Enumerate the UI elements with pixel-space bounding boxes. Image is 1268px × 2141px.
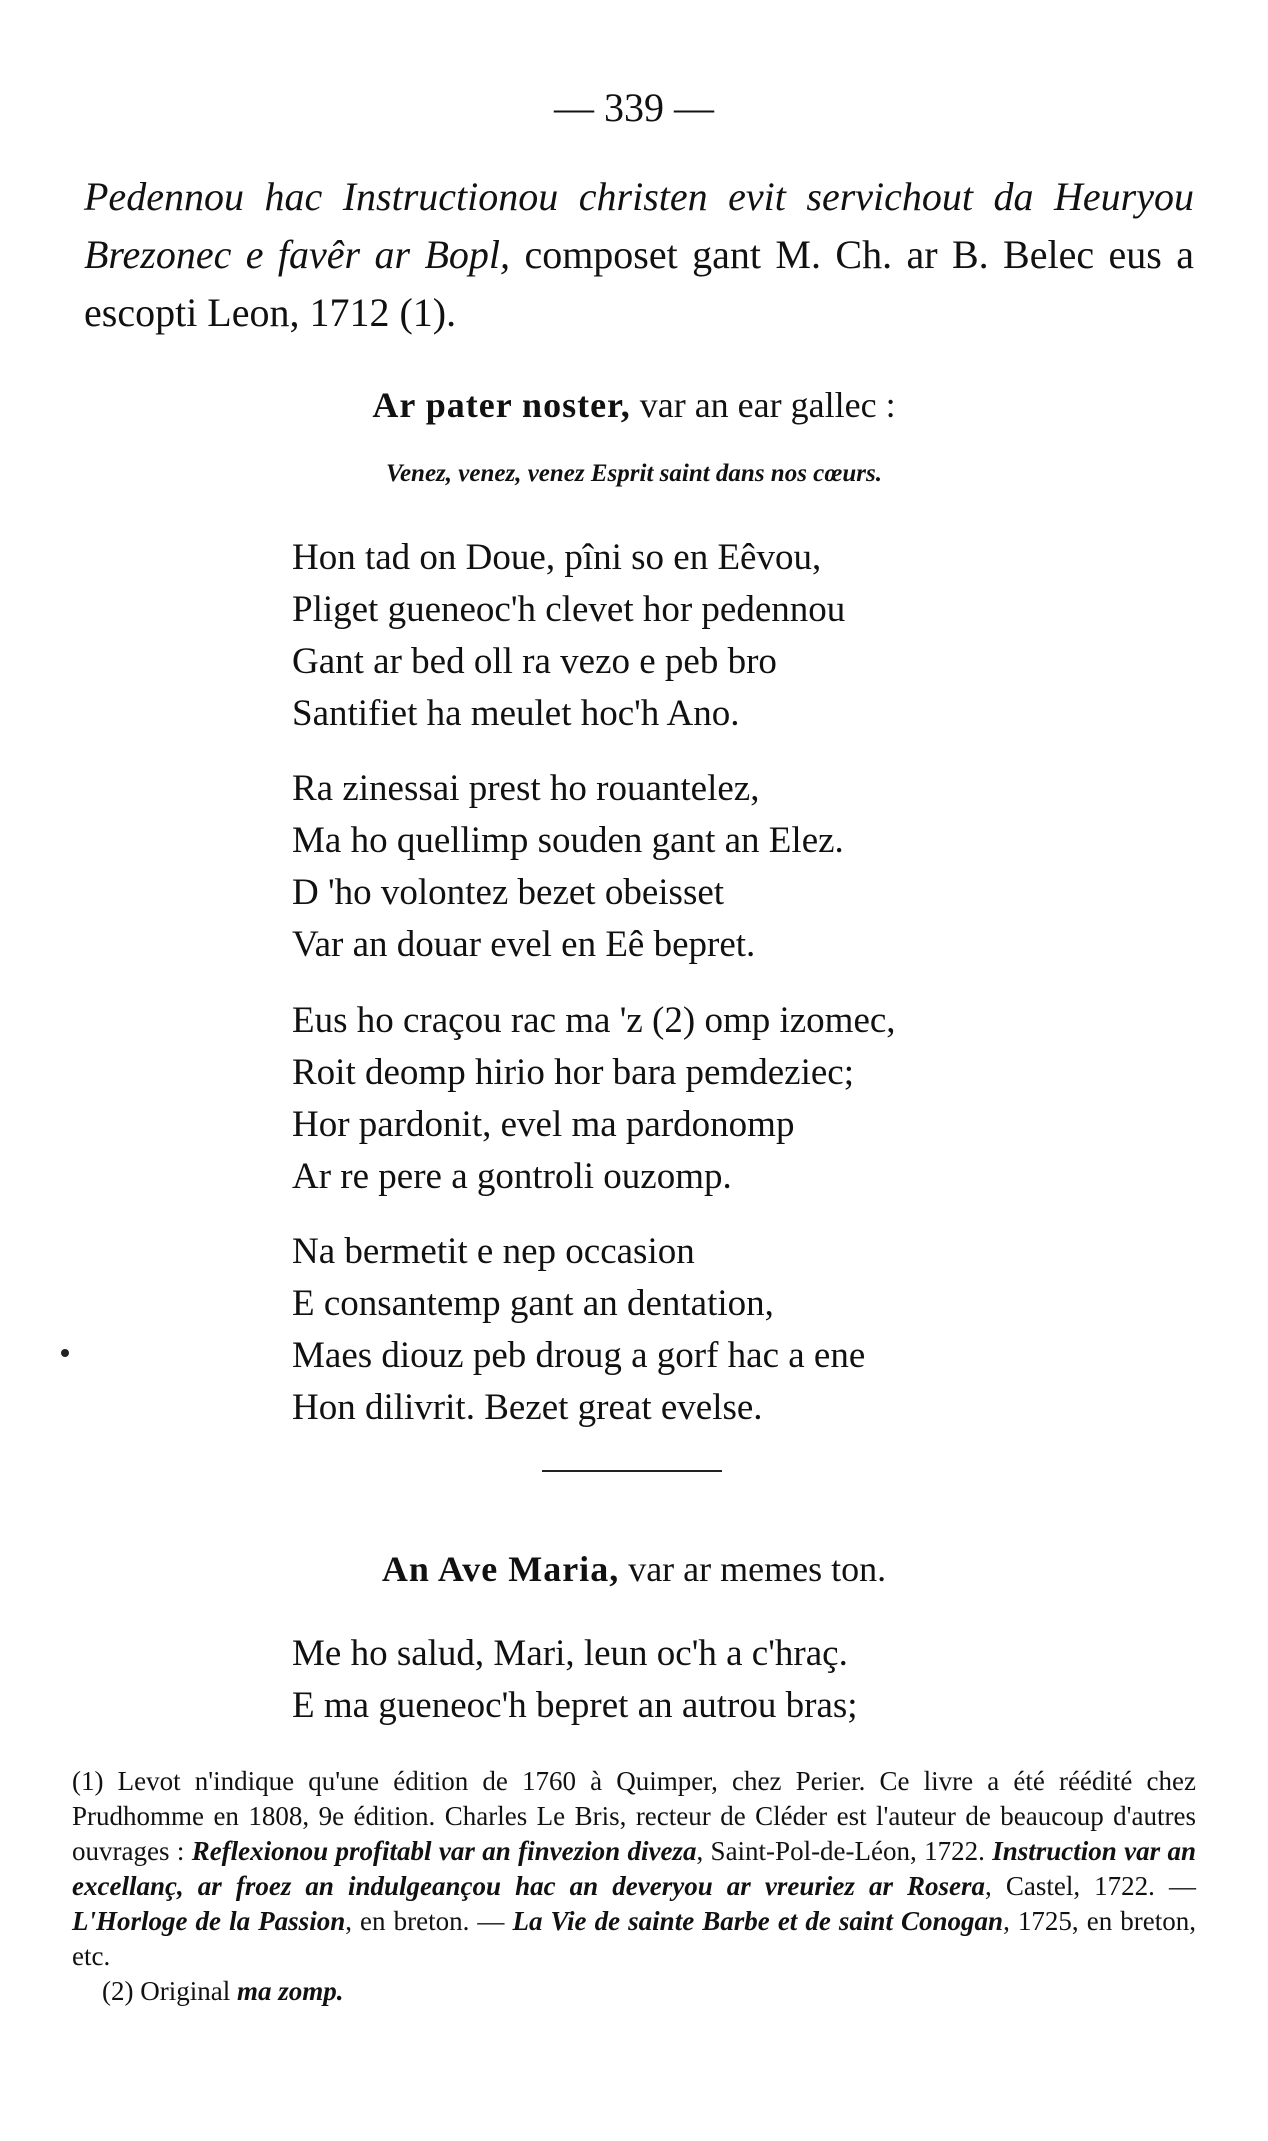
section-heading-pater-noster: Ar pater noster, var an ear gallec : bbox=[372, 385, 896, 425]
footnotes bbox=[72, 1764, 1196, 2009]
verse-line: Eus ho craçou rac ma 'z (2) omp izomec, bbox=[292, 1000, 896, 1041]
stanza-ave-maria bbox=[292, 1628, 858, 1732]
footnote-1: (1) Levot n'indique qu'une édition de 1760 à Quimper, chez Perier. Ce livre a été réédité chez Prudhomme en 1808, 9e édition. Charles Le Bris, recteur de Cléder est l'auteur de beaucoup d'autres ouvrages : Reflexionou profitabl var an finvezion diveza, Saint-Pol-de-Léon, 1722. Instruction var an excellanç, ar froez an indulgeançou hac an deveryou ar vreuriez ar Rosera, Castel, 1722. — L'Horloge de la Passion, en breton. — La Vie de sainte Barbe et de saint Conogan, 1725, en breton, etc. bbox=[72, 1766, 1197, 1971]
verse-line: Roit deomp hirio hor bara pemdeziec; bbox=[292, 1052, 855, 1093]
verse-line: E consantemp gant an dentation, bbox=[292, 1283, 774, 1324]
verse-line: Na bermetit e nep occasion bbox=[292, 1231, 695, 1272]
verse-line: Me ho salud, Mari, leun oc'h a c'hraç. bbox=[292, 1633, 848, 1674]
page-number: — 339 — bbox=[554, 85, 714, 130]
stanza-3 bbox=[292, 995, 896, 1203]
intro-paragraph bbox=[84, 168, 1194, 342]
verse-line: Santifiet ha meulet hoc'h Ano. bbox=[292, 693, 740, 734]
verse-line: Maes diouz peb droug a gorf hac a ene bbox=[292, 1335, 866, 1376]
verse-line: E ma gueneoc'h bepret an autrou bras; bbox=[292, 1685, 858, 1726]
section-heading-ave-maria: An Ave Maria, var ar memes ton. bbox=[381, 1549, 887, 1589]
section-subtitle: Venez, venez, venez Esprit saint dans nos cœurs. bbox=[386, 460, 882, 487]
verse-line: Hor pardonit, evel ma pardonomp bbox=[292, 1104, 795, 1145]
stanza-4 bbox=[292, 1226, 865, 1434]
stanza-2 bbox=[292, 763, 844, 971]
verse-line: Pliget gueneoc'h clevet hor pedennou bbox=[292, 589, 846, 630]
section-divider bbox=[542, 1470, 722, 1472]
verse-line: Var an douar evel en Eê bepret. bbox=[292, 924, 756, 965]
verse-line: Ma ho quellimp souden gant an Elez. bbox=[292, 820, 844, 861]
intro-rest: composet gant M. Ch. ar B. Belec eus a escopti Leon, 1712 (1). bbox=[84, 232, 1194, 335]
verse-line: Hon tad on Doue, pîni so en Eêvou, bbox=[292, 537, 822, 578]
verse-line: Ra zinessai prest ho rouantelez, bbox=[292, 768, 760, 809]
intro-title: Pedennou hac Instructionou christen evit servichout da Heuryou Brezonec e favêr ar Bopl, bbox=[84, 174, 1194, 277]
verse-line: Hon dilivrit. Bezet great evelse. bbox=[292, 1387, 763, 1428]
verse-line: Gant ar bed oll ra vezo e peb bro bbox=[292, 641, 777, 682]
stray-ink-dot bbox=[61, 1349, 69, 1357]
stanza-1 bbox=[292, 532, 845, 740]
footnote-2: (2) Original ma zomp. bbox=[102, 1976, 344, 2006]
verse-line: D 'ho volontez bezet obeisset bbox=[292, 872, 725, 913]
verse-line: Ar re pere a gontroli ouzomp. bbox=[292, 1156, 732, 1197]
